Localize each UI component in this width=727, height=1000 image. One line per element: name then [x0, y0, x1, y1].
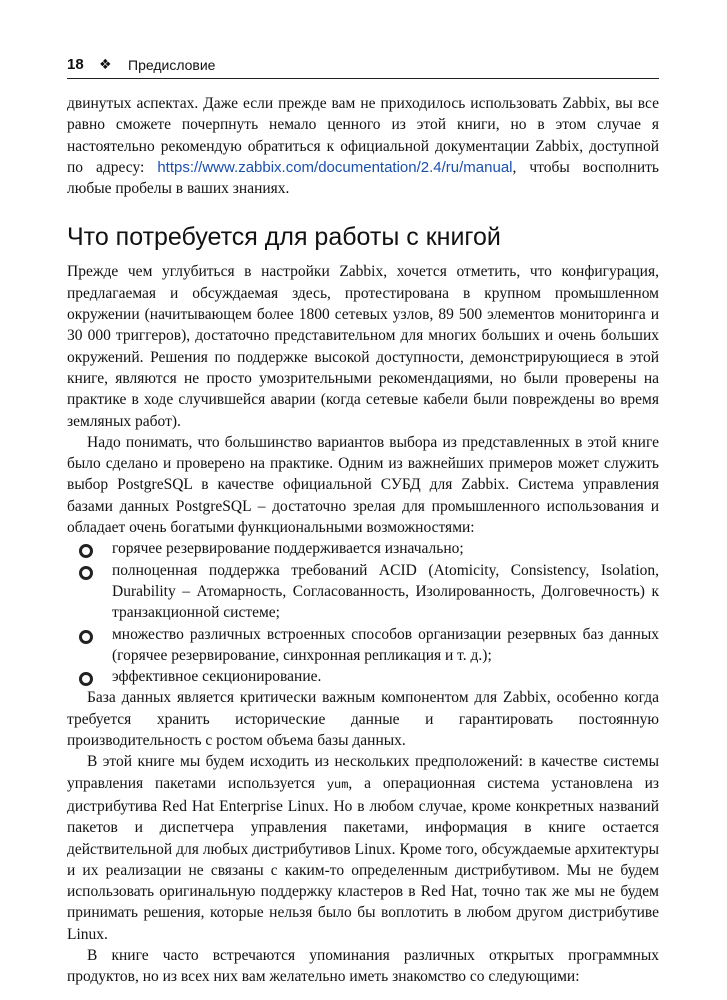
list-item-text: полноценная поддержка требований ACID (Atomicity, Consistency, Isolation, Durability – Атомарность, Согласованность, Изолированность, Долговечность) к транзакционной системе; — [112, 561, 659, 622]
paragraph-postgresql-choice: Надо понимать, что большинство вариантов выбора из представленных в этой книге было сделано и проверено на практике. Одним из важнейших примеров может служить выбор PostgreSQL в качестве официальной СУБД для Zabbix. Система управления базами данных PostgreSQL – достаточно зрелая для промышленного использования и обладает очень богатыми функциональными возможностями: — [67, 433, 659, 537]
paragraph-database-role: База данных является критически важным компонентом для Zabbix, особенно когда требуется хранить исторические данные и гарантировать постоянную производительность с ростом объема базы данных. — [67, 689, 659, 750]
circle-bullet-icon — [79, 672, 93, 686]
documentation-link[interactable]: https://www.zabbix.com/documentation/2.4/ru/manual — [157, 158, 513, 176]
intro-text: двинутых аспектах. Даже если прежде вам не приходилось использовать Zabbix, вы все равно сможете почерпнуть немало ценного из этой книги, но в этом случае я настоятельно рекомендую обратиться к официальной документации Zabbix, доступной по адресу: — [67, 95, 659, 176]
list-item-text: эффективное секционирование. — [112, 668, 322, 686]
inline-code-yum: yum — [326, 777, 349, 792]
circle-bullet-icon — [79, 544, 93, 558]
diamond-ornament-icon: ❖ — [99, 56, 112, 72]
intro-paragraph — [67, 93, 659, 199]
paragraph-assumptions — [67, 751, 659, 945]
page-content — [67, 93, 659, 988]
list-item — [67, 560, 659, 624]
feature-list — [67, 538, 659, 687]
page-header — [67, 54, 659, 79]
list-item — [67, 624, 659, 667]
running-title: Предисловие — [128, 57, 216, 73]
circle-bullet-icon — [79, 630, 93, 644]
list-item-text: множество различных встроенных способов организации резервных баз данных (горячее резервирование, синхронная репликация и т. д.); — [112, 625, 659, 664]
intro-text-end: , чтобы восполнить любые пробелы в ваших знаниях. — [67, 158, 660, 198]
list-item-text: горячее резервирование поддерживается изначально; — [112, 540, 464, 558]
section-heading: Что потребуется для работы с книгой — [67, 223, 501, 252]
assumptions-text-end: , а операционная система установлена из дистрибутива Red Hat Enterprise Linux. Но в любом случае, кроме конкретных названий пакетов и диспетчера управления пакетами, информация в книге остается действительной для любых дистрибутивов Linux. Кроме того, обсуждаемые архитектуры и их реализации не связаны с каким-то определенным дистрибутивом. Мы не будем использовать оригинальную поддержку кластеров в Red Hat, точно так же мы не будем принимать решения, которые нельзя было бы воплотить в любом другом дистрибутиве Linux. — [67, 774, 659, 943]
list-item — [67, 666, 659, 687]
paragraph-open-source-products: В книге часто встречаются упоминания различных открытых программных продуктов, но из всех них вам желательно иметь знакомство со следующими: — [67, 946, 659, 986]
circle-bullet-icon — [79, 566, 93, 580]
page-number: 18 — [67, 56, 84, 73]
paragraph-testing-environment: Прежде чем углубиться в настройки Zabbix, хочется отметить, что конфигурация, предлагаемая и обсуждаемая здесь, протестирована в крупном промышленном окружении (начитывающем более 1800 сетевых узлов, 89 500 элементов мониторинга и 30 000 триггеров), достаточно представительном для многих больших и очень больших окружений. Решения по поддержке высокой доступности, демонстрирующиеся в этой книге, являются не просто умозрительными рекомендациями, но были проверены на практике в ходе случившейся аварии (когда сетевые кабели были повреждены во время земляных работ). — [67, 263, 659, 430]
assumptions-text: В этой книге мы будем исходить из нескольких предположений: в качестве системы управления пакетами используется — [67, 753, 659, 792]
list-item — [67, 538, 659, 559]
